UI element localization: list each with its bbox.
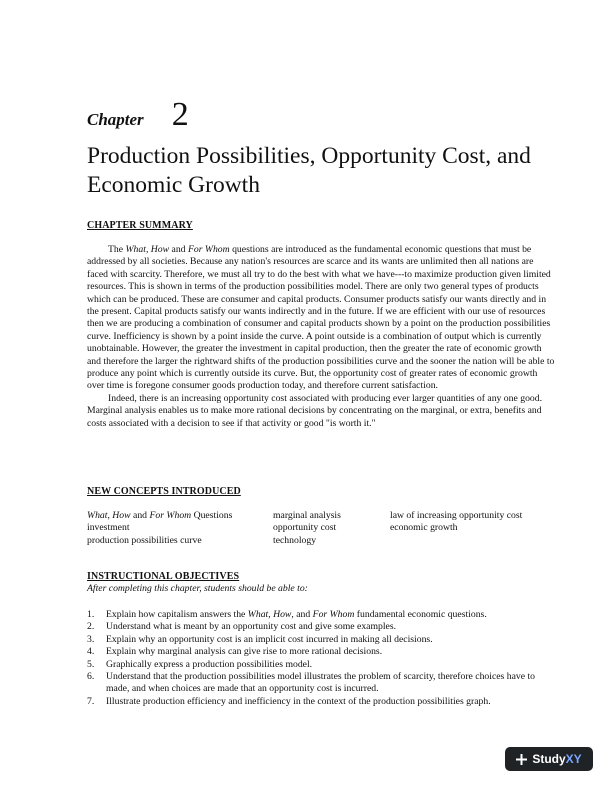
studyxy-badge[interactable] <box>505 747 593 771</box>
concept-item: production possibilities curve <box>87 534 202 546</box>
concepts-column-2 <box>273 510 341 547</box>
objective-item: 5. Graphically express a production possibilities model. <box>87 658 313 670</box>
objective-item: 3. Explain why an opportunity cost is an implicit cost incurred in making all decisions. <box>87 633 433 645</box>
concept-item: opportunity cost <box>273 522 337 534</box>
concepts-column-3 <box>390 510 522 535</box>
concepts-column-1 <box>87 510 232 547</box>
concept-item: economic growth <box>390 522 458 534</box>
concept-item: investment <box>87 522 130 534</box>
chapter-summary-heading: CHAPTER SUMMARY <box>87 220 193 231</box>
objective-item: 2. Understand what is meant by an opportunity cost and give some examples. <box>87 621 397 633</box>
summary-paragraph-2: Indeed, there is an increasing opportunity cost associated with producing ever larger quantities of any one good. Marginal analysis enables us to make more rational decisions by concentrating on the marginal, or extra, benefits and costs associated with a decision to see if that activity or good "is worth it." <box>87 392 543 429</box>
chapter-title: Production Possibilities, Opportunity Cost, and Economic Growth <box>87 143 531 198</box>
plus-icon <box>516 754 527 765</box>
concept-item: marginal analysis <box>273 510 341 521</box>
chapter-number: 2 <box>171 96 189 133</box>
concept-item: What, How and For Whom Questions <box>87 510 233 521</box>
chapter-heading <box>87 98 189 132</box>
concept-item: technology <box>273 534 317 546</box>
objectives-list <box>87 609 557 708</box>
summary-paragraph-1: The What, How and For Whom questions are introduced as the fundamental economic questions that must be addressed by all societies. Because any nation's resources are scarce and its wants are unlimited then all nations are faced with scarcity. Therefore, we must all try to do the best with what we have---to maximize production given limited resources. This is shown in terms of the production possibilities model. There are only two general types of products which can be produced. These are consumer and capital products. Consumer products satisfy our wants directly and in the present. Capital products satisfy our wants indirectly and in the future. If we are efficient with our use of resources then we are producing a combination of consumer and capital products shown by a point on the production possibilities curve. Inefficiency is shown by a point inside the curve. A point outside is a combination of output which is currently unobtainable. However, the greater the investment in capital production, then the greater the rate of economic growth and therefore the larger the rightward shifts of the production possibilities curve and the sooner the nation will be able to produce any point which is currently outside its curve. But, the opportunity cost of greater rates of economic growth over time is foregone consumer goods production today, and therefore current satisfaction. <box>87 244 555 392</box>
objective-item: 6. Understand that the production possibilities model illustrates the problem of scarcity, therefore choices have to made, and when choices are made that an opportunity cost is incurred. <box>87 671 535 695</box>
new-concepts-heading: NEW CONCEPTS INTRODUCED <box>87 486 241 497</box>
chapter-label: Chapter <box>87 110 144 129</box>
objective-item: 7. Illustrate production efficiency and inefficiency in the context of the production possibilities graph. <box>87 695 491 707</box>
objective-item: 1. Explain how capitalism answers the What, How, and For Whom fundamental economic questions. <box>87 609 487 620</box>
objectives-intro: After completing this chapter, students should be able to: <box>87 583 308 594</box>
badge-text-accent: XY <box>565 752 582 766</box>
instructional-objectives-heading: INSTRUCTIONAL OBJECTIVES <box>87 571 240 582</box>
objective-item: 4. Explain why marginal analysis can give rise to more rational decisions. <box>87 646 383 658</box>
badge-text: Study <box>532 752 566 766</box>
chapter-summary <box>87 244 555 430</box>
concept-item: law of increasing opportunity cost <box>390 510 523 521</box>
